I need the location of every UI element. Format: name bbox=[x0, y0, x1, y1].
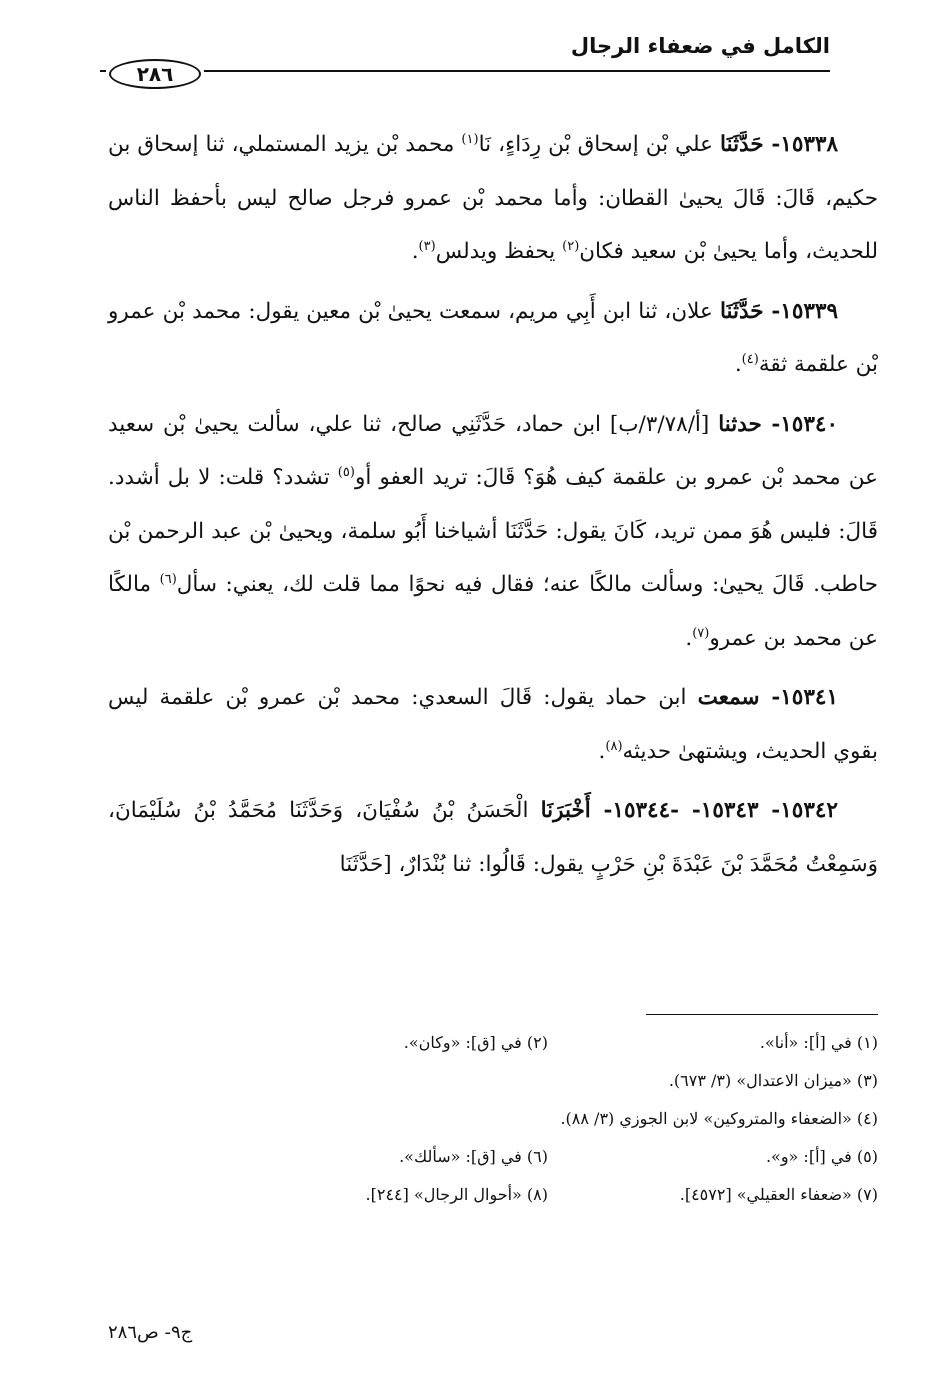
footnote-item: (١) في [أ]: «أنا». bbox=[759, 1033, 878, 1052]
footnote-item: (٢) في [ق]: «وكان». bbox=[403, 1033, 548, 1052]
paragraph-text: الْحَسَنُ بْنُ سُفْيَانَ، وَحَدَّثَنَا مُحَمَّدُ بْنُ سُلَيْمَانَ، وَسَمِعْتُ مُحَمَّدَ بْنَ عَبْدَةَ بْنِ حَرْبٍ يقول: قَالُوا: ثنا بُنْدَارٌ، [حَدَّثَنَا bbox=[108, 798, 878, 877]
running-title: الكامل في ضعفاء الرجال bbox=[570, 34, 830, 58]
paragraph-15342 bbox=[108, 784, 878, 891]
page-number: ٢٨٦ bbox=[109, 59, 201, 89]
paragraph-lead: ١٥٣٤٠- حدثنا bbox=[718, 411, 838, 437]
footnote-item: (٣) «ميزان الاعتدال» (٣/ ٦٧٣). bbox=[668, 1071, 878, 1090]
footnote-marker: (٧) bbox=[692, 625, 710, 641]
paragraph-text: . bbox=[598, 738, 606, 764]
paragraph-text: . bbox=[685, 625, 693, 651]
paragraph-text: يحفظ ويدلس bbox=[435, 239, 563, 264]
page-number-badge bbox=[106, 58, 204, 90]
footnote-marker: (٢) bbox=[562, 238, 580, 254]
paragraph-text: محمد بْن يزيد المستملي، ثنا إسحاق بن حكيم، قَالَ: قَالَ يحيىٰ القطان: وأما محمد بْن عمرو فرجل صالح ليس بأحفظ الناس للحديث، وأما يحيىٰ بْن سعيد فكان bbox=[108, 132, 878, 264]
paragraph-text: علان، ثنا ابن أَبِي مريم، سمعت يحيىٰ بْن معين يقول: محمد بْن عمرو بْن علقمة ثقة bbox=[108, 298, 878, 377]
footnote-row bbox=[108, 1024, 878, 1062]
footnote-separator bbox=[646, 1014, 878, 1015]
paragraph-15340 bbox=[108, 398, 878, 666]
footnote-marker: (٣) bbox=[418, 238, 436, 254]
footnote-marker: (١) bbox=[461, 131, 479, 147]
paragraph-text: ابن حماد يقول: قَالَ السعدي: محمد بْن عمرو بْن علقمة ليس بقوي الحديث، ويشتهىٰ حديثه bbox=[108, 685, 878, 764]
paragraph-text: علي بْن إسحاق بْن رِدَاءٍ، نَا bbox=[478, 132, 721, 157]
paragraph-15338 bbox=[108, 118, 878, 279]
footnote-row bbox=[108, 1100, 878, 1138]
paragraph-text: . bbox=[411, 239, 419, 264]
footnote-row bbox=[108, 1176, 878, 1214]
volume-page-signature: ج٩- ص٢٨٦ bbox=[108, 1322, 193, 1343]
paragraph-lead: ١٥٣٣٨- حَدَّثَنَا bbox=[720, 132, 839, 157]
footnote-item: (٧) «ضعفاء العقيلي» [٤٥٧٢]. bbox=[679, 1185, 878, 1204]
paragraph-text: مالكًا عن محمد بن عمرو bbox=[108, 572, 878, 651]
footnotes bbox=[108, 1024, 878, 1214]
footnote-row bbox=[108, 1062, 878, 1100]
footnote-item: (٦) في [ق]: «سألك». bbox=[399, 1147, 548, 1166]
paragraph-text: . bbox=[734, 352, 742, 377]
footnote-item: (٤) «الضعفاء والمتروكين» لابن الجوزي (٣/ ٨٨). bbox=[560, 1109, 878, 1128]
paragraph-text: [أ/٣/٧٨/ب] ابن حماد، حَدَّثَنِي صالح، ثنا علي، سألت يحيىٰ بْن سعيد عن محمد بْن عمرو بن علقمة كيف هُوَ؟ قَالَ: تريد العفو أو bbox=[108, 411, 878, 490]
main-text bbox=[108, 118, 878, 897]
paragraph-15339 bbox=[108, 285, 878, 392]
footnote-marker: (٥) bbox=[337, 464, 355, 480]
footnote-marker: (٦) bbox=[159, 571, 177, 587]
header-rule bbox=[100, 70, 830, 72]
footnote-item: (٥) في [أ]: «و». bbox=[765, 1147, 878, 1166]
paragraph-text: تشدد؟ قلت: لا بل أشدد. قَالَ: فليس هُوَ ممن تريد، كَانَ يقول: حَدَّثَنَا أشياخنا أَبُو سلمة، ويحيىٰ بْن عبد الرحمن بْن حاطب. قَالَ يحيىٰ: وسألت مالكًا عنه؛ فقال فيه نحوًا مما قلت لك، يعني: سأل bbox=[108, 465, 878, 597]
paragraph-15341 bbox=[108, 671, 878, 778]
paragraph-lead: ١٥٣٤٢- ١٥٣٤٣- -١٥٣٤٤- أَخْبَرَنَا bbox=[540, 798, 838, 823]
paragraph-lead: ١٥٣٤١- سمعت bbox=[697, 685, 838, 710]
footnote-marker: (٨) bbox=[605, 738, 623, 754]
paragraph-lead: ١٥٣٣٩- حَدَّثَنَا bbox=[719, 298, 839, 324]
footnote-item: (٨) «أحوال الرجال» [٢٤٤]. bbox=[365, 1185, 548, 1204]
footnote-marker: (٤) bbox=[741, 351, 759, 367]
footnote-row bbox=[108, 1138, 878, 1176]
